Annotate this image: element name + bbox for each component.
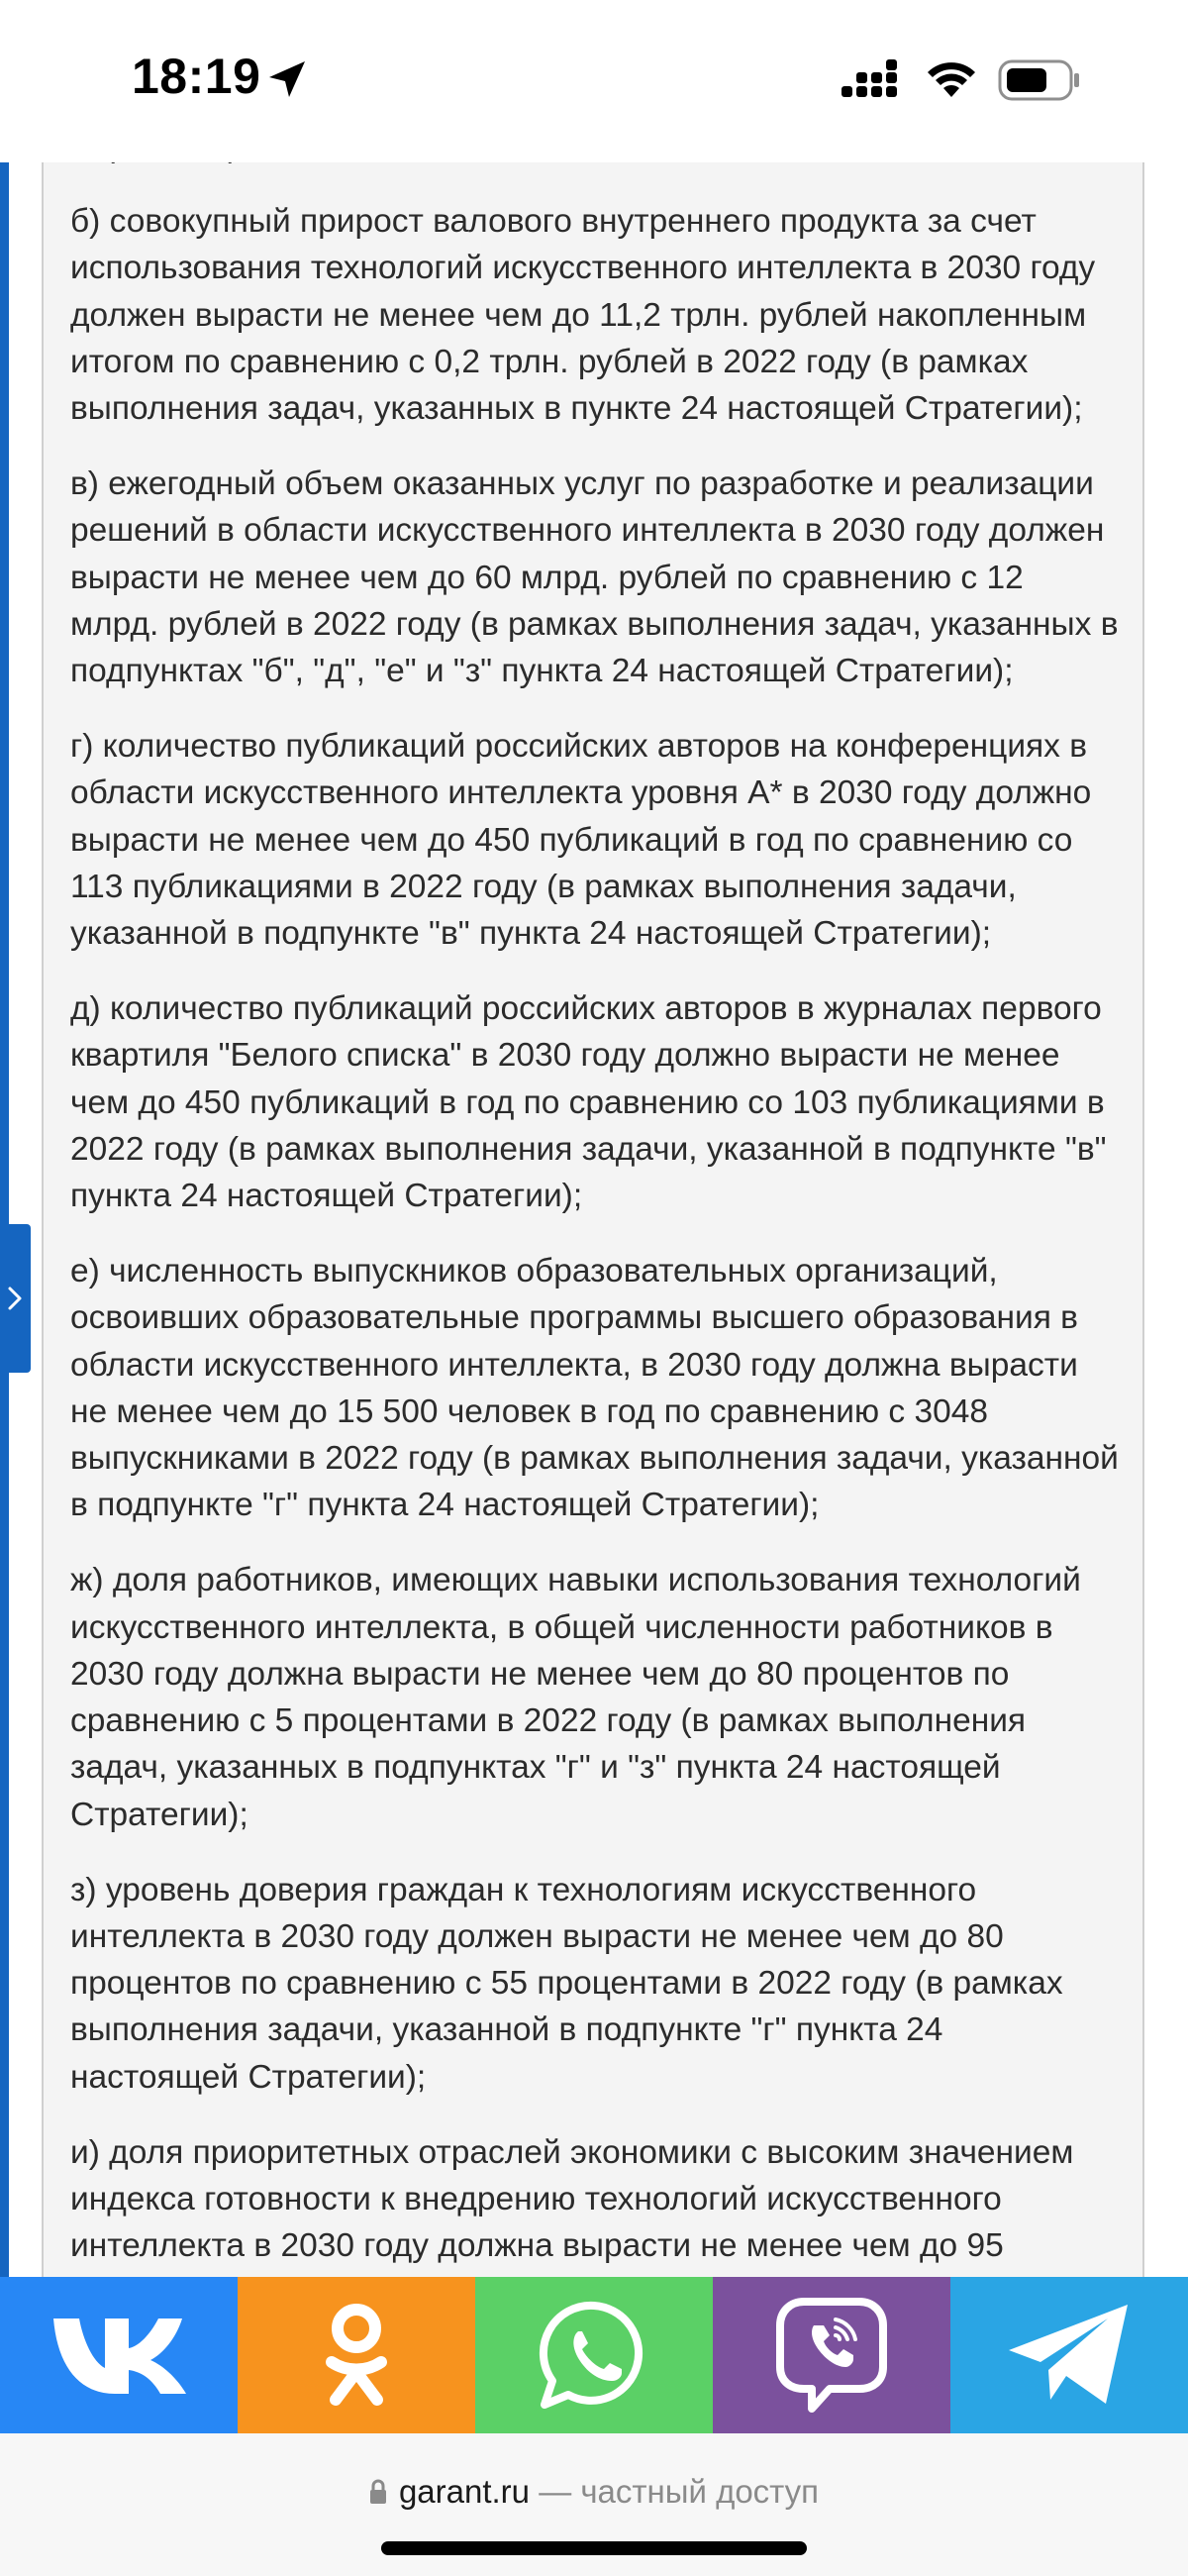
url-suffix: — частный доступ	[530, 2473, 820, 2510]
paragraph-b: б) совокупный прирост валового внутреннего продукта за счет использования технологий искусственного интеллекта в 2030 году должен вырасти не менее чем до 11,2 трлн. рублей накопленным итогом по сравнению с 0,2 трлн. рублей в 2022 году (в рамках выполнения задач, указанных в пункте 24 настоящей Стратегии);	[70, 203, 1096, 428]
share-bar	[0, 2277, 1188, 2433]
share-odnoklassniki-button[interactable]	[238, 2277, 475, 2433]
article-text	[70, 123, 1120, 2298]
viber-icon	[774, 2296, 889, 2415]
paragraph-g: г) количество публикаций российских авторов на конференциях в области искусственного интеллекта уровня А* в 2030 году должно вырасти не менее чем до 450 публикаций в год по сравнению со 113 публикациями в 2022 году (в рамках выполнения задачи, указанной в подпункте "в" пункта 24 настоящей Стратегии);	[70, 728, 1092, 953]
url-display[interactable]	[0, 2473, 1188, 2511]
sidebar-toggle[interactable]	[0, 1224, 31, 1373]
cellular-signal-icon	[842, 59, 909, 99]
url-domain: garant.ru	[398, 2473, 531, 2510]
article-content	[42, 162, 1144, 2277]
share-whatsapp-button[interactable]	[475, 2277, 713, 2433]
telegram-icon	[1005, 2301, 1134, 2410]
paragraph-v: в) ежегодный объем оказанных услуг по разработке и реализации решений в области искусственного интеллекта в 2030 году должен вырасти не менее чем до 60 млрд. рублей по сравнению с 12 млрд. рублей в 2022 году (в рамках выполнения задач, указанных в подпунктах "б", "д", "е" и "з" пункта 24 настоящей Стратегии);	[70, 465, 1119, 690]
status-bar	[0, 0, 1188, 162]
share-vk-button[interactable]	[0, 2277, 238, 2433]
paragraph-z: з) уровень доверия граждан к технологиям искусственного интеллекта в 2030 году должен вырасти не менее чем до 80 процентов по сравнению с 55 процентами в 2022 году (в рамках выполнения задачи, указанной в подпункте "г" пункта 24 настоящей Стратегии);	[70, 1871, 1063, 2096]
whatsapp-icon	[539, 2300, 649, 2411]
lock-icon	[369, 2479, 387, 2505]
paragraph-zh: ж) доля работников, имеющих навыки использования технологий искусственного интеллекта, в общей численности работников в 2030 году должна вырасти не менее чем до 80 процентов по сравнению с 5 процентами в 2022 году (в рамках выполнения задач, указанных в подпунктах "г" и "з" пункта 24 настоящей Стратегии);	[70, 1562, 1081, 1833]
paragraph-e: е) численность выпускников образовательных организаций, освоивших образовательные программы высшего образования в области искусственного интеллекта, в 2030 году должна вырасти не менее чем до 15 500 человек в год по сравнению с 3048 выпускниками в 2022 году (в рамках выполнения задачи, указанной в подпункте "г" пункта 24 настоящей Стратегии);	[70, 1253, 1119, 1524]
left-accent-bar	[0, 162, 9, 2277]
paragraph-d: д) количество публикаций российских авторов в журналах первого квартиля "Белого списка" в 2030 году должно вырасти не менее чем до 450 публикаций в год по сравнению со 103 публикациями в 2022 году (в рамках выполнения задачи, указанной в подпункте "в" пункта 24 настоящей Стратегии);	[70, 990, 1107, 1215]
location-arrow-icon	[263, 57, 309, 103]
paragraph-i: и) доля приоритетных отраслей экономики с высоким значением индекса готовности к внедрению технологий искусственного интеллекта в 2030 году должна вырасти не менее чем до 95	[70, 2133, 1074, 2265]
share-viber-button[interactable]	[713, 2277, 950, 2433]
wifi-icon	[926, 57, 977, 99]
vk-icon	[50, 2311, 188, 2400]
status-time: 18:19	[132, 49, 261, 104]
battery-icon	[998, 57, 1081, 103]
home-indicator[interactable]	[381, 2541, 807, 2555]
ok-icon	[312, 2301, 401, 2410]
share-telegram-button[interactable]	[950, 2277, 1188, 2433]
chevron-right-icon	[0, 1224, 31, 1373]
